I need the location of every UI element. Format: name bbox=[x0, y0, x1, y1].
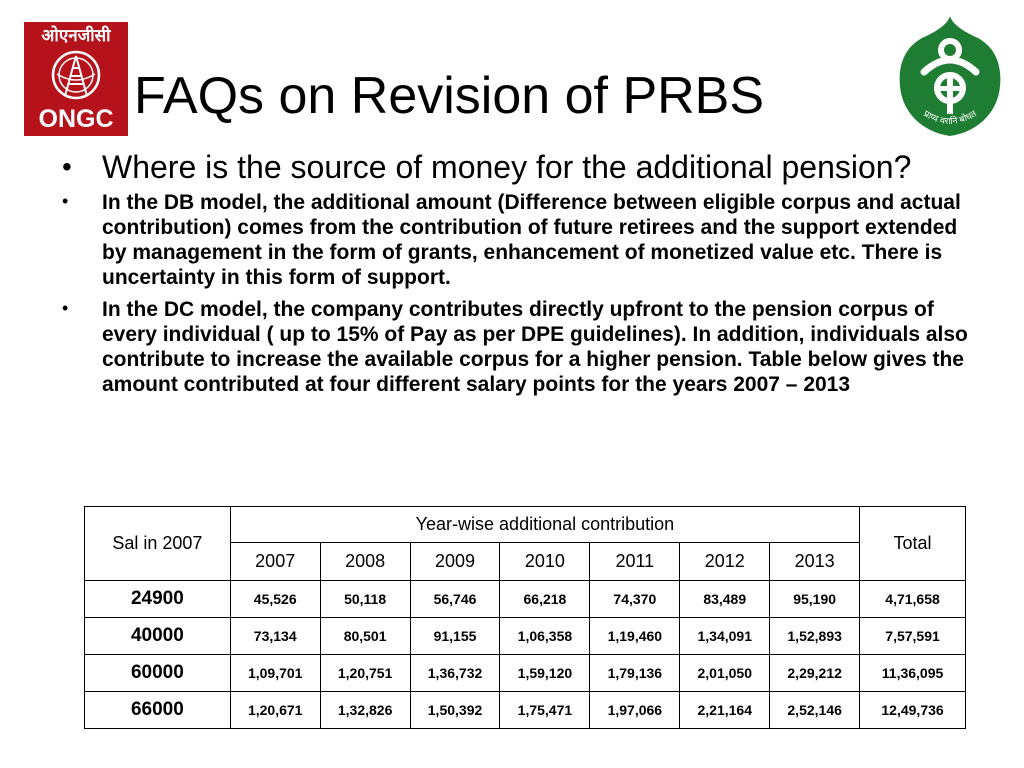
value-cell: 2,21,164 bbox=[680, 692, 770, 729]
seal-motto: प्राप्य वरानि बोधत bbox=[921, 109, 979, 128]
value-cell: 1,97,066 bbox=[590, 692, 680, 729]
header-year: 2010 bbox=[500, 543, 590, 581]
bullet-list bbox=[62, 149, 968, 404]
value-cell: 1,36,732 bbox=[410, 655, 500, 692]
salary-cell: 66000 bbox=[85, 692, 231, 729]
value-cell: 66,218 bbox=[500, 581, 590, 618]
contribution-table bbox=[84, 506, 966, 729]
value-cell: 2,52,146 bbox=[770, 692, 860, 729]
bullet-text: In the DB model, the additional amount (Difference between eligible corpus and actual contribution) comes from the contribution of future retirees and the support extended by management in the form of grants, enhancement of monetized value etc. There is uncertainty in this form of support. bbox=[102, 191, 961, 289]
total-cell: 11,36,095 bbox=[860, 655, 966, 692]
value-cell: 45,526 bbox=[230, 581, 320, 618]
value-cell: 1,20,671 bbox=[230, 692, 320, 729]
value-cell: 73,134 bbox=[230, 618, 320, 655]
total-cell: 4,71,658 bbox=[860, 581, 966, 618]
value-cell: 1,19,460 bbox=[590, 618, 680, 655]
value-cell: 95,190 bbox=[770, 581, 860, 618]
value-cell: 74,370 bbox=[590, 581, 680, 618]
value-cell: 50,118 bbox=[320, 581, 410, 618]
bullet-question bbox=[62, 150, 962, 184]
value-cell: 83,489 bbox=[680, 581, 770, 618]
header-total: Total bbox=[860, 507, 966, 581]
bullet-symbol: • bbox=[62, 151, 72, 182]
bullet-symbol: • bbox=[62, 298, 69, 318]
salary-cell: 60000 bbox=[85, 655, 231, 692]
footer-date: November 18, 2014 bbox=[62, 724, 194, 741]
value-cell: 80,501 bbox=[320, 618, 410, 655]
value-cell: 1,09,701 bbox=[230, 655, 320, 692]
header-salary: Sal in 2007 bbox=[85, 507, 231, 581]
value-cell: 56,746 bbox=[410, 581, 500, 618]
value-cell: 1,52,893 bbox=[770, 618, 860, 655]
value-cell: 1,20,751 bbox=[320, 655, 410, 692]
salary-cell: 40000 bbox=[85, 618, 231, 655]
value-cell: 1,34,091 bbox=[680, 618, 770, 655]
table-row bbox=[85, 655, 966, 692]
page-title: FAQs on Revision of PRBS bbox=[134, 67, 765, 125]
value-cell: 1,75,471 bbox=[500, 692, 590, 729]
value-cell: 1,06,358 bbox=[500, 618, 590, 655]
value-cell: 1,32,826 bbox=[320, 692, 410, 729]
ongc-brand-text: ONGC bbox=[38, 105, 114, 133]
table-row bbox=[85, 618, 966, 655]
green-seal-icon bbox=[898, 14, 1002, 150]
header-year: 2013 bbox=[770, 543, 860, 581]
header-yearwise: Year-wise additional contribution bbox=[230, 507, 859, 543]
bullet-symbol: • bbox=[62, 191, 69, 211]
bullet-text: Where is the source of money for the additional pension? bbox=[102, 149, 912, 185]
table-header-row bbox=[85, 507, 966, 543]
value-cell: 91,155 bbox=[410, 618, 500, 655]
salary-cell: 24900 bbox=[85, 581, 231, 618]
header-year: 2009 bbox=[410, 543, 500, 581]
bullet-text: In the DC model, the company contributes directly upfront to the pension corpus of every individual ( up to 15% of Pay as per DPE guidelines). In addition, individuals also contribute to increase the available corpus for a higher pension. Table below gives the amount contributed at four different salary points for the years 2007 – 2013 bbox=[102, 298, 968, 396]
table-row bbox=[85, 692, 966, 729]
total-cell: 7,57,591 bbox=[860, 618, 966, 655]
bullet-dc-model bbox=[62, 297, 972, 397]
ongc-logo bbox=[24, 22, 128, 136]
oil-rig-emblem-icon bbox=[51, 50, 101, 100]
value-cell: 1,59,120 bbox=[500, 655, 590, 692]
header-year: 2011 bbox=[590, 543, 680, 581]
total-cell: 12,49,736 bbox=[860, 692, 966, 729]
header-year: 2007 bbox=[230, 543, 320, 581]
ongc-hindi-text: ओएनजीसी bbox=[41, 26, 111, 46]
value-cell: 2,01,050 bbox=[680, 655, 770, 692]
bullet-db-model bbox=[62, 190, 972, 290]
value-cell: 1,79,136 bbox=[590, 655, 680, 692]
table-row bbox=[85, 581, 966, 618]
value-cell: 1,50,392 bbox=[410, 692, 500, 729]
header-year: 2012 bbox=[680, 543, 770, 581]
value-cell: 2,29,212 bbox=[770, 655, 860, 692]
header-year: 2008 bbox=[320, 543, 410, 581]
